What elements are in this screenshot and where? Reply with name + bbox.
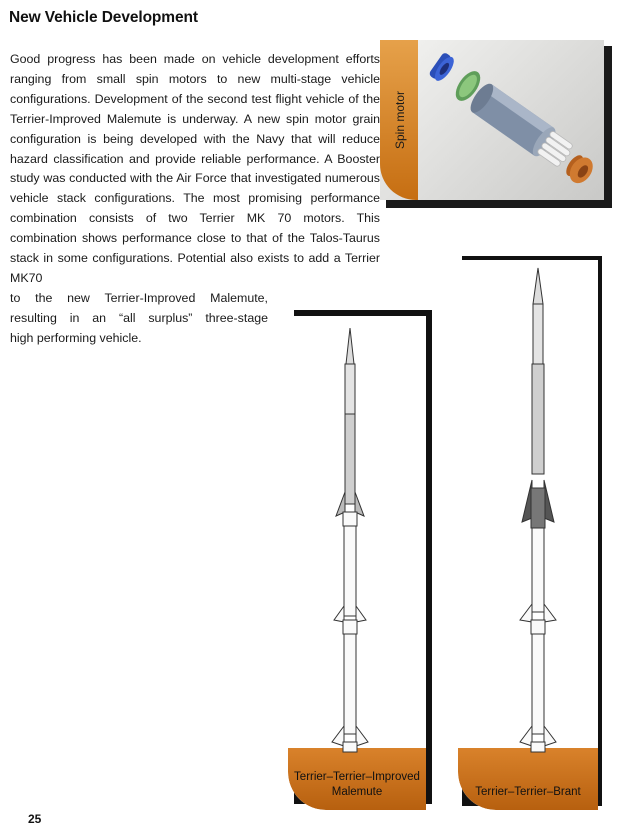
- figure-panel: [288, 316, 426, 810]
- figure-panel: [380, 40, 604, 200]
- spin-motor-render-icon: [418, 40, 604, 200]
- figure-caption: [458, 785, 598, 800]
- figure-panel: [458, 260, 598, 810]
- rocket-figure-brant: [458, 260, 598, 810]
- page-title: New Vehicle Development: [9, 9, 198, 26]
- body-paragraph: Good progress has been made on vehicle development efforts ranging from small spin motors to new multi-stage vehicle configurations. Development of the second test flight vehicle of the Terrier-Improved Malemute is underway. A new spin motor grain configuration is being developed with the Navy that will reduce hazard classification and provide reliable performance. A Booster study was conducted with the Air Force that investigated numerous vehicle stack configurations. The most promising performance combination consists of two Terrier MK 70 motors. This combination shows performance close to that of the Talos-Taurus stack in some configurations. Potential also exists to add a Terrier MK70: [10, 52, 380, 285]
- caption-line: Terrier–Terrier–Brant: [475, 786, 581, 798]
- rocket-terrier-terrier-brant-icon: [458, 260, 598, 760]
- caption-line: Terrier–Terrier–Improved: [294, 771, 420, 783]
- rocket-figure-improved-malemute: [288, 316, 426, 810]
- body-paragraph-continuation: [10, 289, 268, 349]
- spin-motor-label: Spin motor: [393, 90, 407, 150]
- body-line: to the new Terrier-Improved Malemute,: [10, 291, 268, 305]
- body-line: high performing vehicle.: [10, 330, 142, 345]
- caption-line: Malemute: [331, 786, 383, 798]
- spin-motor-figure: [380, 40, 604, 200]
- page-number: 25: [28, 812, 42, 826]
- figure-caption: [288, 770, 426, 800]
- body-line: resulting in an “all surplus” three-stage: [10, 310, 268, 325]
- rocket-terrier-terrier-improved-malemute-icon: [288, 316, 426, 756]
